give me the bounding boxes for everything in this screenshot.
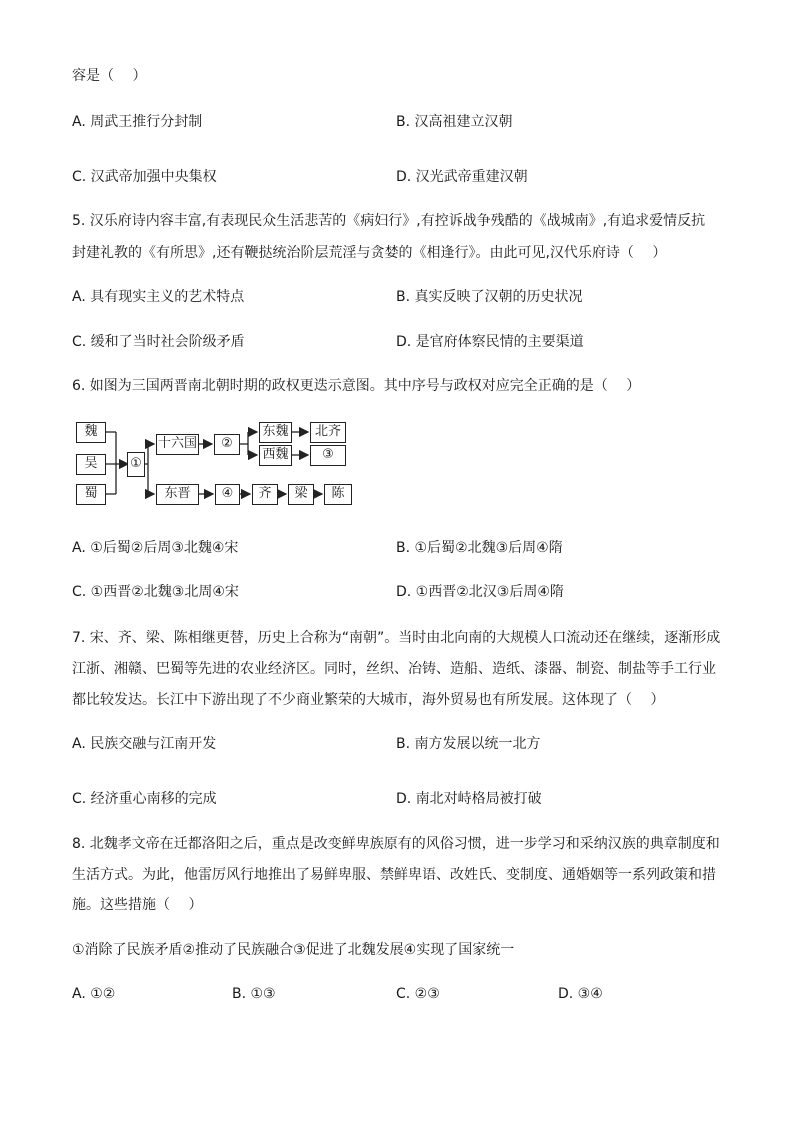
q8-option-a: A. ①② [72, 986, 116, 1002]
q4-stem-continuation: 容是（ ） [72, 68, 147, 84]
q6-option-c: C. ①西晋②北魏③北周④宋 [72, 584, 239, 600]
q8-option-d: D. ③④ [558, 986, 603, 1002]
box-blank-2: ② [214, 434, 240, 455]
q7-stem-line-3: 都比较发达。长江中下游出现了不少商业繁荣的大城市，海外贸易也有所发展。这体现了（ ） [72, 692, 665, 708]
q5-option-b: B. 真实反映了汉朝的历史状况 [396, 289, 583, 305]
q6-option-d: D. ①西晋②北汉③后周④隋 [396, 584, 564, 600]
q6-option-a: A. ①后蜀②后周③北魏④宋 [72, 540, 239, 556]
q7-option-b: B. 南方发展以统一北方 [396, 736, 541, 752]
q6-stem: 6. 如图为三国两晋南北朝时期的政权更迭示意图。其中序号与政权对应完全正确的是（ ） [72, 378, 641, 394]
q4-option-c: C. 汉武帝加强中央集权 [72, 169, 217, 185]
q7-option-c: C. 经济重心南移的完成 [72, 791, 217, 807]
q4-option-d: D. 汉光武帝重建汉朝 [396, 169, 528, 185]
q4-option-b: B. 汉高祖建立汉朝 [396, 114, 513, 130]
q7-option-a: A. 民族交融与江南开发 [72, 736, 217, 752]
box-chen: 陈 [324, 484, 352, 505]
q8-option-c: C. ②③ [396, 986, 440, 1002]
box-shiliuguo: 十六国 [156, 434, 199, 455]
box-xiwei: 西魏 [259, 445, 292, 466]
box-dongjin: 东晋 [156, 484, 199, 505]
q6-option-b: B. ①后蜀②北魏③后周④隋 [396, 540, 563, 556]
q4-option-a: A. 周武王推行分封制 [72, 114, 203, 130]
q8-stem-line-3: 施。这些措施（ ） [72, 897, 203, 913]
box-blank-1: ① [127, 452, 145, 477]
box-wu: 吴 [76, 454, 106, 475]
q8-stem-line-2: 生活方式。为此，他雷厉风行地推出了易鲜卑服、禁鲜卑语、改姓氏、变制度、通婚姻等一系列政策和措 [72, 867, 716, 883]
q8-statements: ①消除了民族矛盾②推动了民族融合③促进了北魏发展④实现了国家统一 [72, 942, 515, 958]
box-beiqi: 北齐 [310, 422, 346, 443]
q7-stem-line-2: 江浙、湘赣、巴蜀等先进的农业经济区。同时，丝织、冶铸、造船、造纸、漆器、制瓷、制盐等手工行业 [72, 661, 716, 677]
box-dongwei: 东魏 [259, 422, 292, 443]
q5-option-c: C. 缓和了当时社会阶级矛盾 [72, 334, 245, 350]
q5-stem-line-2: 封建礼教的《有所思》,还有鞭挞统治阶层荒淫与贪婪的《相逢行》。由此可见,汉代乐府诗（ ） [72, 245, 667, 261]
box-blank-4: ④ [215, 484, 240, 505]
q5-option-a: A. 具有现实主义的艺术特点 [72, 289, 245, 305]
q5-stem-line-1: 5. 汉乐府诗内容丰富,有表现民众生活悲苦的《病妇行》,有控诉战争残酷的《战城南》,有追求爱情反抗 [72, 213, 706, 229]
q7-stem-line-1: 7. 宋、齐、梁、陈相继更替，历史上合称为“南朝”。当时由北向南的大规模人口流动还在继续，逐渐形成 [72, 630, 721, 646]
q8-option-b: B. ①③ [232, 986, 276, 1002]
box-blank-3: ③ [310, 445, 346, 466]
box-wei: 魏 [76, 422, 106, 443]
box-qi: 齐 [252, 484, 278, 505]
regime-succession-diagram [72, 414, 362, 514]
box-shu: 蜀 [76, 484, 106, 505]
q8-stem-line-1: 8. 北魏孝文帝在迁都洛阳之后，重点是改变鲜卑族原有的风俗习惯，进一步学习和采纳汉族的典章制度和 [72, 836, 720, 852]
q5-option-d: D. 是官府体察民情的主要渠道 [396, 334, 584, 350]
box-liang: 梁 [288, 484, 314, 505]
q7-option-d: D. 南北对峙格局被打破 [396, 791, 542, 807]
